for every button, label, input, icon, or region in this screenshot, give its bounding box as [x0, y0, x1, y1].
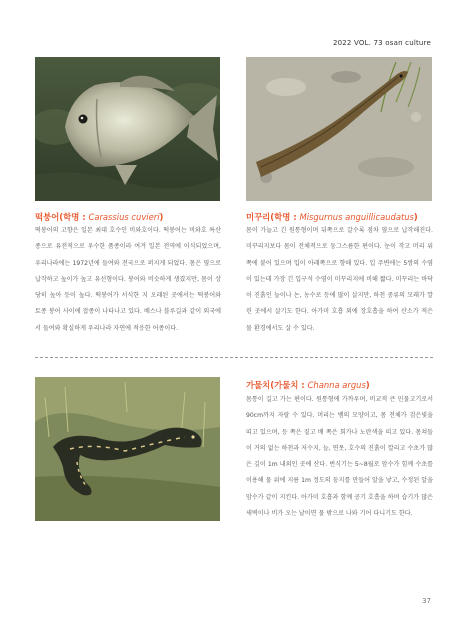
scientific-name: Misgurnus anguillicaudatus	[299, 212, 414, 222]
magazine-header: 2022 VOL. 73 osan culture	[332, 39, 431, 47]
scientific-name: Carassius cuvieri	[88, 212, 160, 222]
section-title-loach	[246, 211, 418, 223]
crucian-carp-photo	[35, 57, 220, 201]
section-divider	[35, 357, 433, 358]
section-body-loach: 몸이 가늘고 긴 원통형이며 뒤쪽으로 갈수록 점차 옆으로 납작해진다. 미꾸리지보다 몸이 전체적으로 둥그스름한 편이다. 눈이 작고 머리 위쪽에 붙어 있으며 입이 아래쪽으로 향해 있다. 입 주변에는 5쌍의 수염이 있는데 가장 긴 입구석 수염이 미꾸리지에 비해 짧다. 미꾸리는 바닥이 진흙인 늪이나 논, 농수로 등에 많이 살지만, 하천 중류의 모래가 깔린 곳에서 살기도 한다. 아가미 호흡 외에 장호흡을 하여 산소가 적은 물 환경에서도 살 수 있다.	[246, 227, 433, 332]
title-korean: 미꾸리(학명 :	[246, 212, 300, 222]
title-paren: )	[365, 380, 370, 390]
title-korean: 가물치(가물치 :	[246, 380, 308, 390]
title-paren: )	[413, 212, 418, 222]
section-title-carp	[35, 211, 163, 223]
title-paren: )	[159, 212, 164, 222]
section-title-snakehead	[246, 379, 370, 391]
snakehead-photo	[35, 377, 220, 521]
section-body-carp: 떡붕어의 고향은 일본 최대 호수인 비와호이다. 떡붕어는 비와호 특산종으로 유전적으로 우수한 품종이라 여겨 일본 전역에 이식되었으며, 우리나라에는 1972년에 들여와 전국으로 퍼지게 되었다. 몸은 옆으로 납작하고 높이가 높고 유선형이다. 붕어와 비슷하게 생겼지만, 몸이 상당히 높아 등이 높다. 떡붕어가 서식한 지 오래된 곳에서는 떡붕어와 토종 붕어 사이에 잡종이 나타나고 있다. 배스나 블루길과 같이 외국에서 들여와 확실하게 우리나라 자연에 적응한 어종이다.	[35, 227, 221, 332]
scientific-name: Channa argus	[307, 380, 366, 390]
title-korean: 떡붕어(학명 :	[35, 212, 89, 222]
page-number: 37	[422, 597, 431, 605]
section-body-snakehead: 몸통이 길고 가는 편이다. 원통형에 가까우며, 비교적 큰 민물고기로서 90cm까지 자랄 수 있다. 머리는 뱀의 모양이고, 몸 전체가 검은빛을 띠고 있으며, 등 쪽은 짙고 배 쪽은 회가나 노란색을 띠고 있다. 몸쳐들이 거의 없는 하천과 저수지, 늪, 연못, 호수의 진흙이 깔리고 수초가 많은 깊이 1m 내외인 곳에 산다. 번식기는 5~8월로 암수가 힘께 수초를 이용해 물 위에 지름 1m 정도의 둥지를 만들어 알을 낳고, 수정된 알을 암수가 같이 지킨다. 아가미 호흡과 함께 공기 호흡을 하며 습기가 많은 새벽이나 비가 오는 날이면 물 밖으로 나와 기어 다니기도 한다.	[246, 396, 433, 518]
pond-loach-photo	[246, 57, 432, 201]
